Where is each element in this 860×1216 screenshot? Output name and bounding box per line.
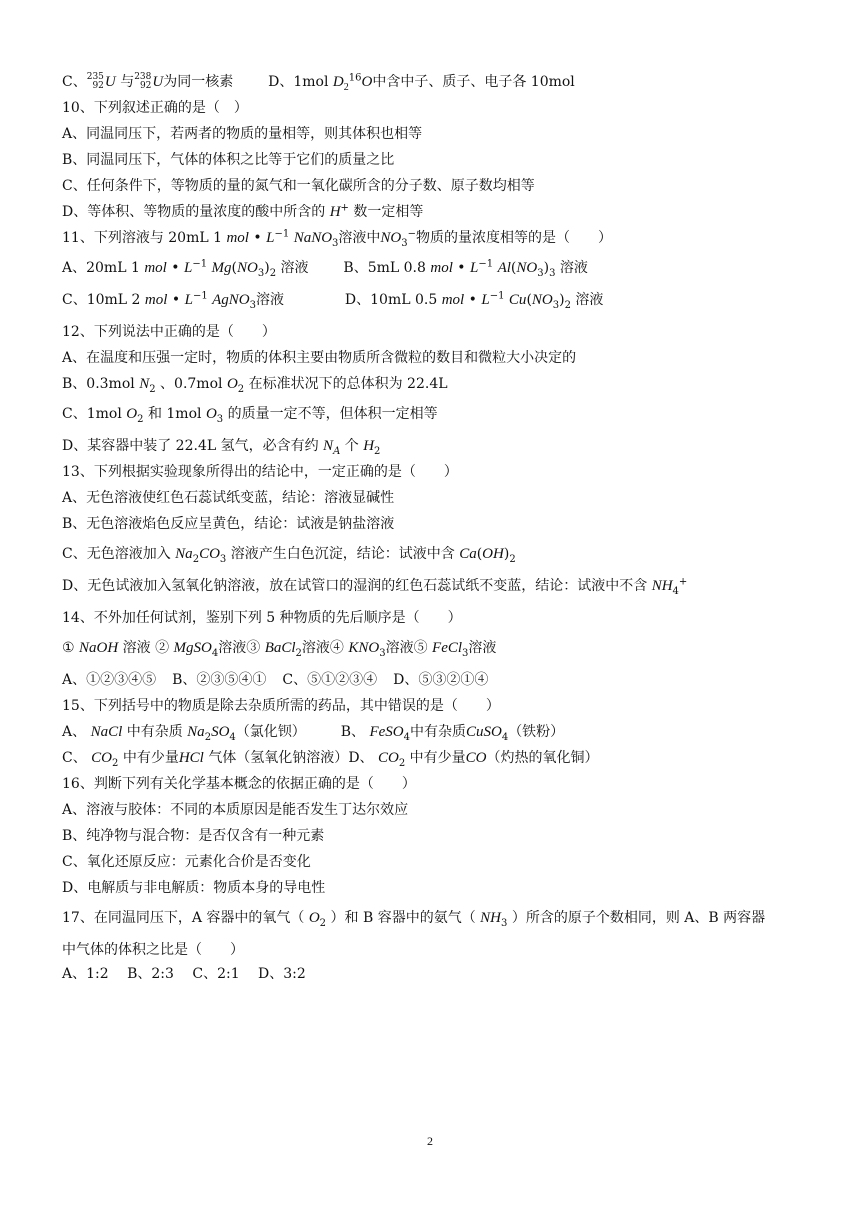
- q13-option-b: B、无色溶液焰色反应呈黄色，结论：试液是钠盐溶液: [62, 516, 395, 532]
- q11-options-ab: A、20mL 1 mol • $L^{-1}$ $Mg(NO_3)_2$ 溶液 B、5mL 0.8 mol • $L^{-1}$ $Al(NO_3)_3$ 溶液: [62, 258, 588, 279]
- q11-options-cd: C、10mL 2 mol • $L^{-1}$ AgNO$_3$溶液 D、10mL 0.5 mol • $L^{-1}$ $Cu(NO_3)_2$ 溶液: [62, 290, 604, 311]
- q9c-prefix: C、: [62, 74, 87, 90]
- q15-options-ab: A、 NaCl 中有杂质 $Na_2SO_4$（氯化钡） B、 FeSO$_4$中有杂质CuSO$_4$（铁粉）: [62, 724, 565, 743]
- q12-option-c: C、1mol $O_2$ 和 1mol $O_3$ 的质量一定不等，但体积一定相等: [62, 406, 438, 425]
- q13-option-d: D、无色试液加入氢氧化钠溶液，放在试管口的湿润的红色石蕊试纸不变蓝，结论：试液中不含 $NH_4^+$: [62, 576, 688, 597]
- q13-option-a: A、无色溶液使红色石蕊试纸变蓝，结论：溶液显碱性: [62, 490, 395, 506]
- q10-option-d: D、等体积、等物质的量浓度的酸中所含的 H+ 数一定相等: [62, 202, 424, 220]
- q9-options-cd: C、 235 92 U 与 238 92 U为同一核素 D、1mol $D_2^{16}O$中含中子、质子、电子各 10mol: [62, 72, 575, 93]
- q10-option-c: C、任何条件下，等物质的量的氮气和一氧化碳所含的分子数、原子数均相等: [62, 178, 535, 194]
- q9d-suffix: 中含中子、质子、电子各 10mol: [372, 74, 575, 90]
- isotope-notation: 238 92: [134, 72, 152, 91]
- q9c-suffix: 为同一核素: [163, 74, 234, 90]
- question-10-stem: 10、下列叙述正确的是（ ）: [62, 100, 248, 116]
- q16-option-b: B、纯净物与混合物：是否仅含有一种元素: [62, 828, 325, 844]
- q16-option-c: C、氧化还原反应：元素化合价是否变化: [62, 854, 311, 870]
- q14-options: A、①②③④⑤ B、②③⑤④① C、⑤①②③④ D、⑤③②①④: [62, 672, 489, 688]
- q14-substances: ① NaOH 溶液 ② MgSO$_4$溶液③ BaCl$_2$溶液④ $KNO_3$溶液⑤ FeCl$_3$溶液: [62, 640, 497, 659]
- question-14-stem: 14、不外加任何试剂，鉴别下列 5 种物质的先后顺序是（ ）: [62, 610, 462, 626]
- q9c-mid: 与: [120, 74, 135, 90]
- isotope-notation: 235 92: [86, 72, 104, 91]
- page-number: 2: [427, 1134, 433, 1148]
- question-12-stem: 12、下列说法中正确的是（ ）: [62, 324, 276, 340]
- q10-option-b: B、同温同压下，气体的体积之比等于它们的质量之比: [62, 152, 395, 168]
- q17-options: A、1:2 B、2:3 C、2:1 D、3:2: [62, 966, 306, 982]
- question-15-stem: 15、下列括号中的物质是除去杂质所需的药品，其中错误的是（ ）: [62, 698, 500, 714]
- q12-option-a: A、在温度和压强一定时，物质的体积主要由物质所含微粒的数目和微粒大小决定的: [62, 350, 577, 366]
- q10-option-a: A、同温同压下，若两者的物质的量相等，则其体积也相等: [62, 126, 423, 142]
- q12-option-d: D、某容器中装了 22.4L 氢气，必含有约 $N_A$ 个 $H_2$: [62, 438, 381, 457]
- question-11-stem: 11、下列溶液与 20mL 1 mol • $L^{-1}$ NaNO$_3$溶液中$NO_3^-$物质的量浓度相等的是（ ）: [62, 228, 613, 249]
- q16-option-d: D、电解质与非电解质：物质本身的导电性: [62, 880, 326, 896]
- question-16-stem: 16、判断下列有关化学基本概念的依据正确的是（ ）: [62, 776, 416, 792]
- q12-option-b: B、0.3mol $N_2$ 、0.7mol $O_2$ 在标准状况下的总体积为 22.4L: [62, 376, 448, 395]
- question-17-stem: 17、在同温同压下，A 容器中的氧气（ $O_2$ ）和 B 容器中的氨气（ $NH_3$ ）所含的原子个数相同，则 A、B 两容器: [62, 910, 766, 929]
- question-13-stem: 13、下列根据实验现象所得出的结论中，一定正确的是（ ）: [62, 464, 458, 480]
- q16-option-a: A、溶液与胶体：不同的本质原因是能否发生丁达尔效应: [62, 802, 409, 818]
- q15-options-cd: C、 $CO_2$ 中有少量HCl 气体（氢氧化钠溶液）D、 $CO_2$ 中有少量CO（灼热的氧化铜）: [62, 750, 599, 769]
- question-17-stem-cont: 中气体的体积之比是（ ）: [62, 942, 244, 958]
- q13-option-c: C、无色溶液加入 $Na_2CO_3$ 溶液产生白色沉淀，结论：试液中含 $Ca(OH)_2$: [62, 546, 516, 565]
- q9d-prefix: D、1mol: [268, 74, 329, 90]
